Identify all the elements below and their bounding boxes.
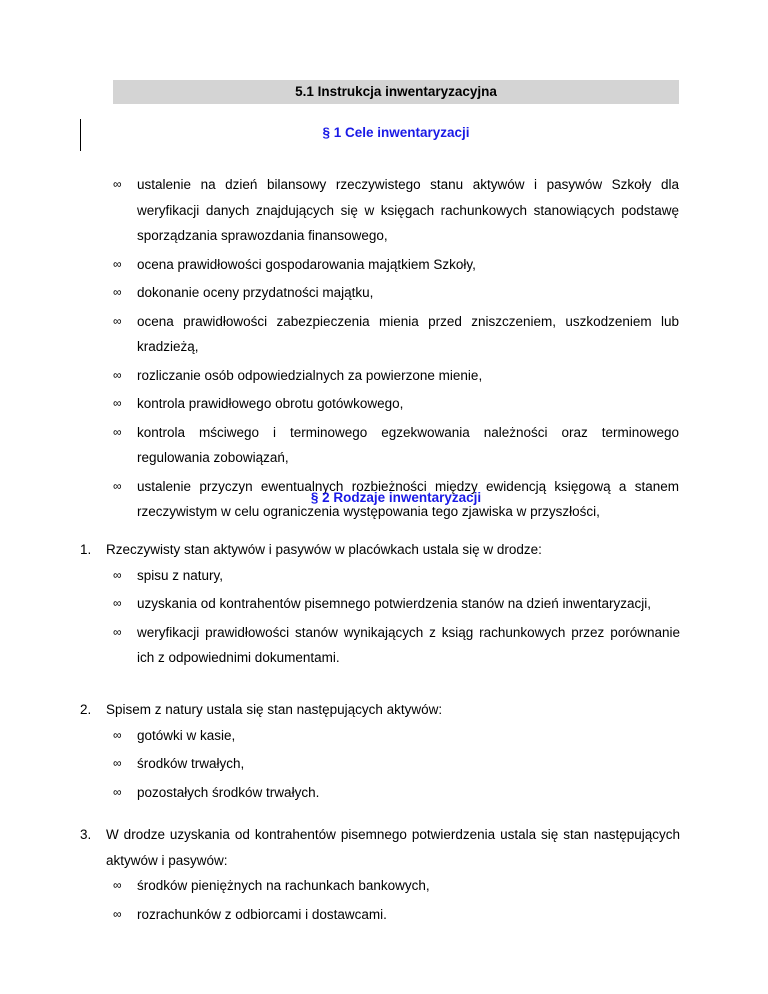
section-1-heading: § 1 Cele inwentaryzacji	[322, 125, 470, 140]
bullet-icon: ∞	[113, 756, 122, 770]
bullet-icon: ∞	[113, 478, 122, 493]
list-item: ∞ ustalenie przyczyn ewentualnych rozbieżności między ewidencją księgową a stanem rzeczywistym w celu ograniczenia występowania tego zjawiska w przyszłości,	[113, 474, 679, 525]
point-3-list	[113, 873, 680, 927]
list-item: ∞ rozliczanie osób odpowiedzialnych za powierzone mienie,	[113, 363, 679, 389]
point-number: 2.	[80, 702, 92, 717]
list-item: ∞ środków trwałych,	[113, 751, 680, 777]
bullet-icon: ∞	[113, 424, 122, 439]
bullet-icon: ∞	[113, 285, 122, 299]
list-item: ∞ pozostałych środków trwałych.	[113, 780, 680, 806]
list-item: ∞ gotówki w kasie,	[113, 723, 680, 749]
list-item: ∞ uzyskania od kontrahentów pisemnego potwierdzenia stanów na dzień inwentaryzacji,	[113, 591, 680, 617]
list-item: ∞ spisu z natury,	[113, 563, 680, 589]
margin-change-bar	[80, 119, 81, 151]
bullet-icon: ∞	[113, 784, 122, 799]
list-item: ∞ weryfikacji prawidłowości stanów wynikających z ksiąg rachunkowych przez porównanie ich z odpowiednimi dokumentami.	[113, 620, 680, 671]
section-2-heading: § 2 Rodzaje inwentaryzacji	[310, 490, 482, 505]
bullet-icon: ∞	[113, 313, 122, 328]
point-text: Rzeczywisty stan aktywów i pasywów w placówkach ustala się w drodze:	[106, 542, 542, 557]
point-2-list	[113, 723, 680, 806]
numbered-point-2	[80, 697, 680, 808]
list-item: ∞ kontrola prawidłowego obrotu gotówkowego,	[113, 391, 679, 417]
list-item: ∞ kontrola mściwego i terminowego egzekwowania należności oraz terminowego regulowania zobowiązań,	[113, 420, 679, 471]
point-text: W drodze uzyskania od kontrahentów pisemnego potwierdzenia ustala się stan następujących aktywów i pasywów:	[106, 827, 680, 868]
list-item: ∞ ustalenie na dzień bilansowy rzeczywistego stanu aktywów i pasywów Szkoły dla weryfikacji danych znajdujących się w księgach rachunkowych stanowiących podstawę sporządzania sprawozdania finansowego,	[113, 172, 679, 249]
bullet-icon: ∞	[113, 878, 122, 892]
list-item: ∞ dokonanie oceny przydatności majątku,	[113, 280, 679, 306]
numbered-point-1	[80, 537, 680, 674]
bullet-icon: ∞	[113, 256, 122, 271]
section-1-list	[113, 172, 679, 528]
point-text: Spisem z natury ustala się stan następujących aktywów:	[106, 702, 443, 717]
list-item: ∞ ocena prawidłowości zabezpieczenia mienia przed zniszczeniem, uszkodzeniem lub kradzieżą,	[113, 309, 679, 360]
bullet-icon: ∞	[113, 906, 122, 921]
bullet-icon: ∞	[113, 624, 122, 639]
point-number: 3.	[80, 827, 92, 842]
point-number: 1.	[80, 542, 92, 557]
numbered-point-3	[80, 822, 680, 930]
bullet-icon: ∞	[113, 567, 122, 582]
bullet-icon: ∞	[113, 727, 122, 742]
bullet-icon: ∞	[113, 367, 122, 382]
chapter-title: 5.1 Instrukcja inwentaryzacyjna	[113, 80, 679, 104]
point-1-list	[113, 563, 680, 671]
list-item: ∞ rozrachunków z odbiorcami i dostawcami.	[113, 902, 680, 928]
bullet-icon: ∞	[113, 177, 122, 191]
bullet-icon: ∞	[113, 596, 122, 610]
list-item: ∞ ocena prawidłowości gospodarowania majątkiem Szkoły,	[113, 252, 679, 278]
list-item: ∞ środków pieniężnych na rachunkach bankowych,	[113, 873, 680, 899]
bullet-icon: ∞	[113, 396, 122, 410]
